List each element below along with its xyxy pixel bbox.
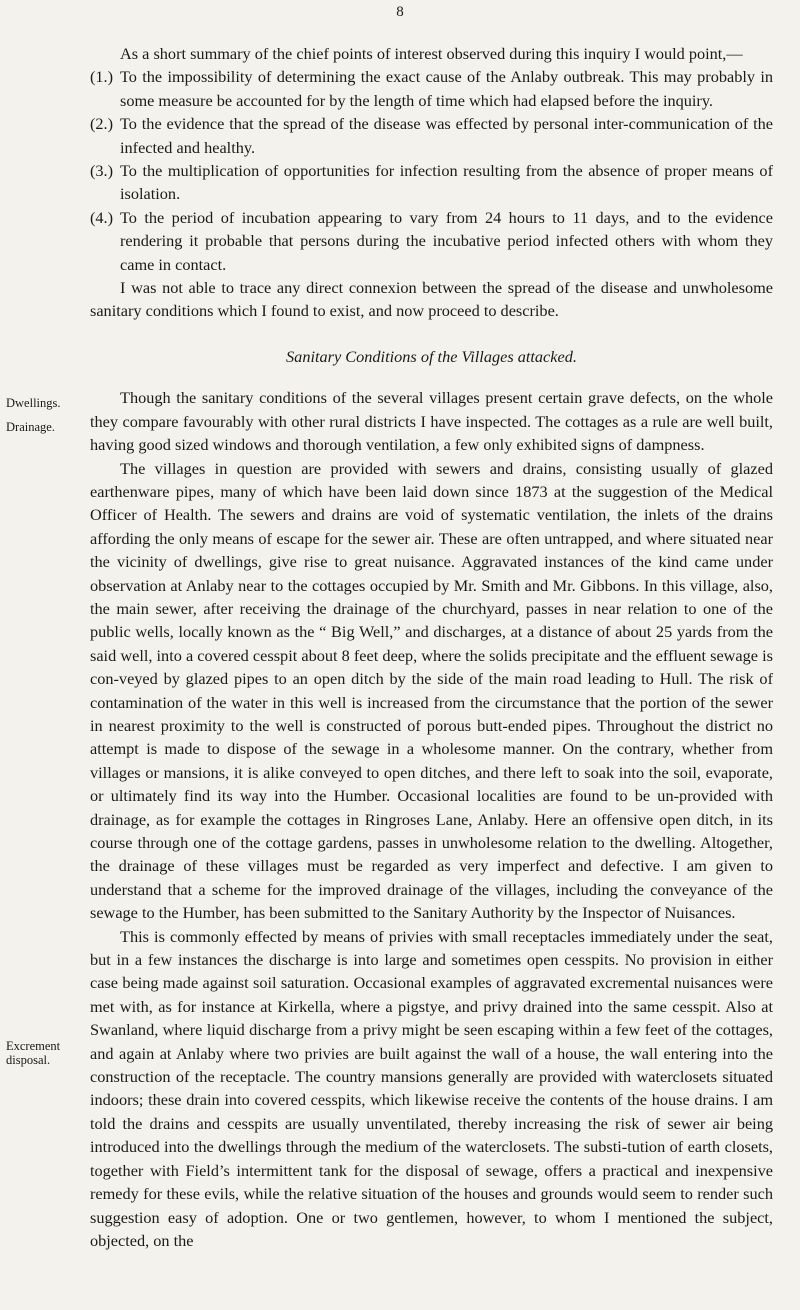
margin-note-excrement-line2: disposal.: [6, 1053, 51, 1067]
section-heading: Sanitary Conditions of the Villages attacked.: [286, 346, 577, 366]
point-text: To the impossibility of determining the exact cause of the Anlaby outbreak. This may probably in some measure be accounted for by the length of time which had elapsed before the inquiry.: [120, 67, 773, 110]
summary-point: [90, 65, 773, 112]
summary-point: [90, 206, 773, 276]
dwellings-paragraph: Though the sanitary conditions of the several villages present certain grave defects, on the whole they compare favourably with other rural districts I have inspected. The cottages as a rule are well built, having good sized windows and thorough ventilation, a few only exhibited signs of dampness.: [90, 388, 773, 455]
point-number: (3.): [90, 161, 114, 181]
point-text: To the multiplication of opportunities for infection resulting from the absence of proper means of isolation.: [120, 161, 773, 204]
point-text: To the evidence that the spread of the disease was effected by personal inter-communication of the infected and healthy.: [120, 114, 773, 157]
margin-note-dwellings: Dwellings.: [6, 396, 61, 410]
point-number: (2.): [90, 114, 114, 134]
intro-paragraph: As a short summary of the chief points of interest observed during this inquiry I would point,—: [120, 44, 743, 63]
margin-note-excrement-line1: Excrement: [6, 1039, 61, 1053]
summary-point: [90, 159, 773, 206]
summary-points-list: [90, 65, 773, 276]
drainage-paragraph: The villages in question are provided with sewers and drains, consisting usually of glazed earthenware pipes, many of which have been laid down since 1873 at the suggestion of the Medical Officer of Health. The sewers and drains are void of systematic ventilation, the inlets of the drains affording the only means of escape for the sewer air. These are often untrapped, and where situated near the vicinity of dwellings, give rise to great nuisance. Aggravated instances of the kind came under observation at Anlaby near to the cottages occupied by Mr. Smith and Mr. Gibbons. In this village, also, the main sewer, after receiving the drainage of the churchyard, passes in near relation to one of the public wells, locally known as the “ Big Well,” and discharges, at a distance of about 25 yards from the said well, into a covered cesspit about 8 feet deep, where the solids precipitate and the effluent sewage is con-veyed by glazed pipes to an open ditch by the side of the main road leading to Hull. The risk of contamination of the water in this well is increased from the circumstance that the portion of the sewer in nearest proximity to the well is constructed of porous butt-ended pipes. Throughout the district no attempt is made to dispose of the sewage in a wholesome manner. On the contrary, whether from villages or mansions, it is alike conveyed to open ditches, and there left to soak into the soil, evaporate, or ultimately find its way into the Humber. Occasional localities are found to be un-provided with drainage, as for example the cottages in Ringroses Lane, Anlaby. Here an offensive open ditch, in its course through one of the cottage gardens, passes in unwholesome relation to the dwelling. Altogether, the drainage of these villages must be regarded as very imperfect and defective. I am given to understand that a scheme for the improved drainage of the villages, including the conveyance of the sewage to the Humber, has been submitted to the Sanitary Authority by the Inspector of Nuisances.: [90, 458, 773, 923]
point-text: To the period of incubation appearing to vary from 24 hours to 11 days, and to the evidence rendering it probable that persons during the incubative period infected others with whom they came in contact.: [120, 207, 773, 274]
page-number: 8: [396, 4, 404, 20]
conclusion-paragraph: I was not able to trace any direct connexion between the spread of the disease and unwholesome sanitary conditions which I found to exist, and now proceed to describe.: [90, 278, 773, 321]
margin-note-excrement-disposal: [6, 1039, 88, 1067]
body-text: [90, 42, 773, 1252]
margin-note-drainage: Drainage.: [6, 420, 55, 434]
summary-point: [90, 112, 773, 159]
point-number: (1.): [90, 67, 114, 87]
point-number: (4.): [90, 207, 114, 227]
excrement-paragraph: This is commonly effected by means of privies with small receptacles immediately under the seat, but in a few instances the discharge is into large and sometimes open cesspits. No provision in either case being made against soil saturation. Occasional examples of aggravated excremental nuisances were met with, as for instance at Kirkella, where a pigstye, and privy drained into the same cesspit. Also at Swanland, where liquid discharge from a privy might be seen escaping within a few feet of the cottages, and again at Anlaby where two privies are built against the wall of a house, the wall entering into the construction of the receptacle. The country mansions generally are provided with waterclosets situated indoors; these drain into covered cesspits, which likewise receive the contents of the house drains. I am told the drains and cesspits are usually unventilated, thereby increasing the risk of sewer air being introduced into the dwellings through the medium of the waterclosets. The substi-tution of earth closets, together with Field’s intermittent tank for the disposal of sewage, offers a practical and inexpensive remedy for these evils, while the relative situation of the houses and grounds would seem to render such suggestion easy of adoption. One or two gentlemen, however, to whom I mentioned the subject, objected, on the: [90, 926, 773, 1250]
